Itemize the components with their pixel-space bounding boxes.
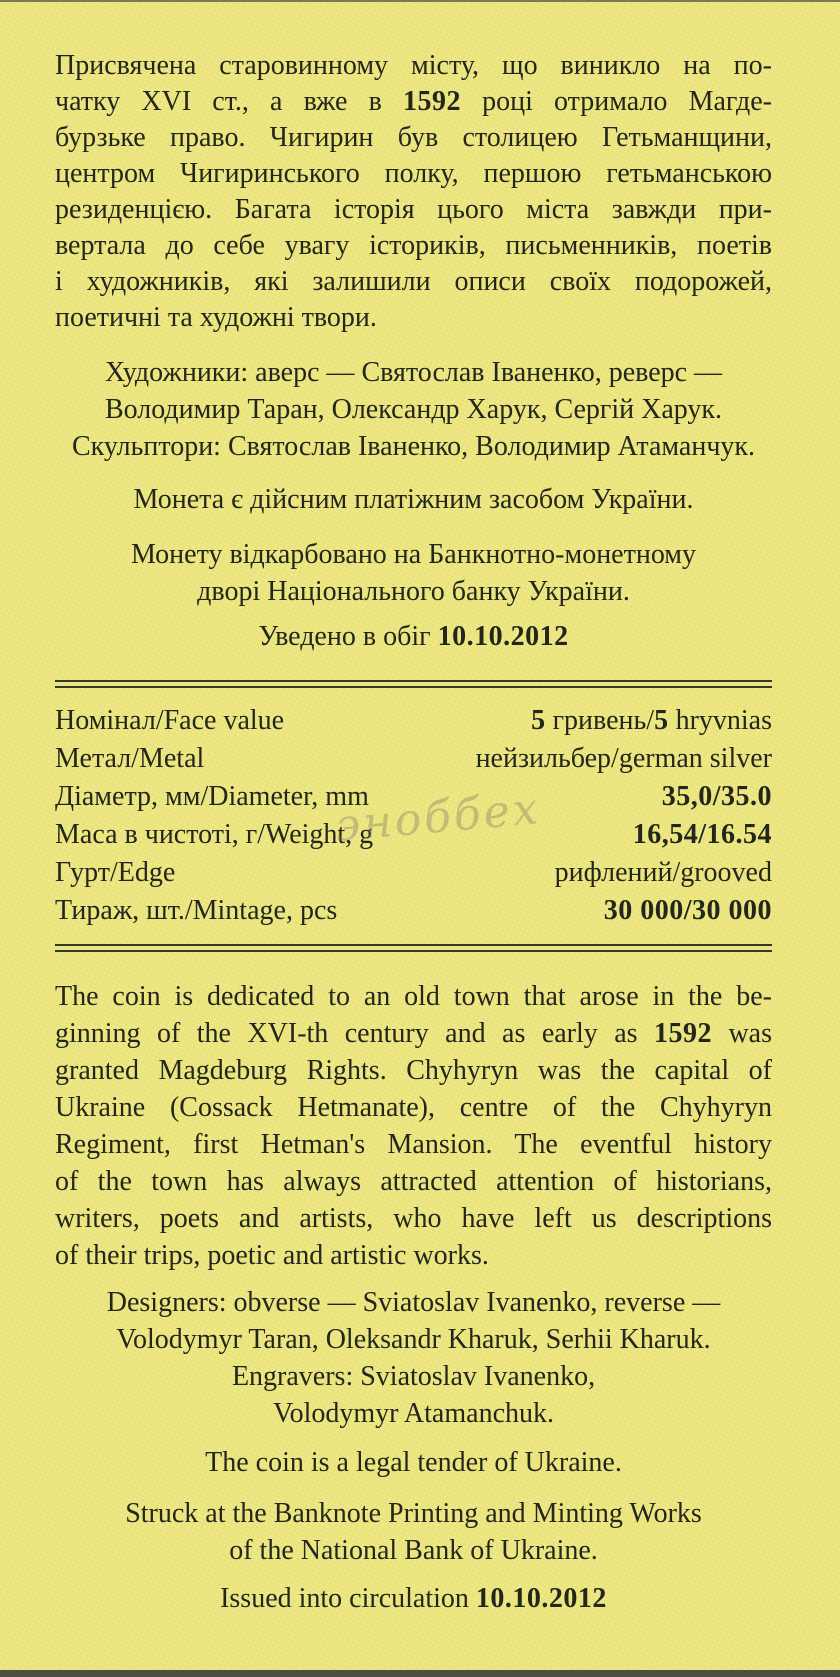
spec-value: нейзильбер/german silver bbox=[475, 743, 772, 774]
text-line: і художників, які залишили описи своїх подорожей, bbox=[55, 266, 772, 297]
spec-label: Діаметр, мм/Diameter, mm bbox=[55, 781, 369, 812]
text-line: центром Чигиринського полку, першою гетьманською bbox=[55, 158, 772, 189]
text-line: поетичні та художні твори. bbox=[55, 302, 377, 333]
english-legal-tender-note: The coin is a legal tender of Ukraine. bbox=[205, 1447, 622, 1478]
ukrainian-circulation-date: Уведено в обіг 10.10.2012 bbox=[258, 621, 569, 652]
text-line: granted Magdeburg Rights. Chyhyryn was the capital of bbox=[55, 1055, 772, 1086]
text-line: writers, poets and artists, who have left us descriptions bbox=[55, 1203, 772, 1234]
text-line: Художники: аверс — Святослав Іваненко, реверс — bbox=[104, 357, 723, 388]
spec-value: 30 000/30 000 bbox=[603, 895, 772, 926]
text-line: of the town has always attracted attention of historians, bbox=[55, 1166, 772, 1197]
text-line: вертала до себе увагу істориків, письменників, поетів bbox=[55, 230, 772, 261]
spec-label: Гурт/Edge bbox=[55, 857, 176, 888]
text-line: резиденцією. Багата історія цього міста завжди при- bbox=[55, 194, 772, 225]
watermark: эноббех bbox=[333, 783, 543, 852]
spec-row bbox=[55, 816, 772, 854]
spec-row bbox=[55, 778, 772, 816]
spec-value: 35,0/35.0 bbox=[661, 781, 772, 812]
separator-rule-top bbox=[55, 680, 772, 688]
text-line: Монету відкарбовано на Банкнотно-монетному bbox=[130, 539, 697, 570]
english-designers-credit bbox=[55, 1284, 772, 1432]
text-line: ginning of the XVI-th century and as early as 1592 was bbox=[55, 1018, 773, 1049]
spec-row bbox=[55, 854, 772, 892]
text-line: Engravers: Sviatoslav Ivanenko, bbox=[231, 1361, 596, 1392]
text-line: Присвячена старовинному місту, що виникло на по- bbox=[55, 50, 772, 81]
spec-label: Маса в чистоті, г/Weight, g bbox=[55, 819, 374, 850]
text-line: дворі Національного банку України. bbox=[197, 576, 630, 607]
text-line: Struck at the Banknote Printing and Minting Works bbox=[125, 1498, 702, 1529]
spec-row bbox=[55, 702, 772, 740]
text-line: Regiment, first Hetman's Mansion. The eventful history bbox=[55, 1129, 772, 1160]
scan-bottom-edge bbox=[0, 1670, 840, 1677]
spec-row bbox=[55, 740, 772, 778]
text-line: Designers: obverse — Sviatoslav Ivanenko, reverse — bbox=[106, 1287, 721, 1318]
ukrainian-mint-note bbox=[55, 536, 772, 610]
text-line: The coin is dedicated to an old town that arose in the be- bbox=[55, 981, 772, 1012]
text-line: of their trips, poetic and artistic works. bbox=[55, 1240, 489, 1271]
spec-value: рифлений/grooved bbox=[554, 857, 772, 888]
spec-row bbox=[55, 892, 772, 930]
text-line: Скульптори: Святослав Іваненко, Володимир Атаманчук. bbox=[71, 431, 756, 462]
english-description bbox=[55, 978, 772, 1274]
spec-value: 16,54/16.54 bbox=[632, 819, 772, 850]
text-line: Volodymyr Taran, Oleksandr Kharuk, Serhii Kharuk. bbox=[116, 1324, 711, 1355]
ukrainian-artists-credit bbox=[55, 354, 772, 465]
text-line: чатку XVI ст., а вже в 1592 році отримало Магде- bbox=[55, 86, 772, 117]
spec-label: Номінал/Face value bbox=[55, 705, 285, 736]
ukrainian-description bbox=[55, 48, 772, 336]
english-mint-note bbox=[55, 1495, 772, 1569]
spec-value: 5 гривень/5 hryvnias bbox=[531, 705, 772, 736]
spec-label: Метал/Metal bbox=[55, 743, 205, 774]
ukrainian-legal-tender-note: Монета є дійсним платіжним засобом України. bbox=[133, 484, 694, 515]
english-circulation-date: Issued into circulation 10.10.2012 bbox=[220, 1583, 607, 1614]
specs-table bbox=[55, 702, 772, 930]
separator-rule-bottom bbox=[55, 944, 772, 952]
text-line: Volodymyr Atamanchuk. bbox=[272, 1398, 554, 1429]
text-line: of the National Bank of Ukraine. bbox=[229, 1535, 598, 1566]
spec-label: Тираж, шт./Mintage, pcs bbox=[55, 895, 338, 926]
text-line: бурзьке право. Чигирин був столицею Гетьманщини, bbox=[55, 122, 772, 153]
text-line: Ukraine (Cossack Hetmanate), centre of the Chyhyryn bbox=[55, 1092, 772, 1123]
text-line: Володимир Таран, Олександр Харук, Сергій Харук. bbox=[104, 394, 723, 425]
